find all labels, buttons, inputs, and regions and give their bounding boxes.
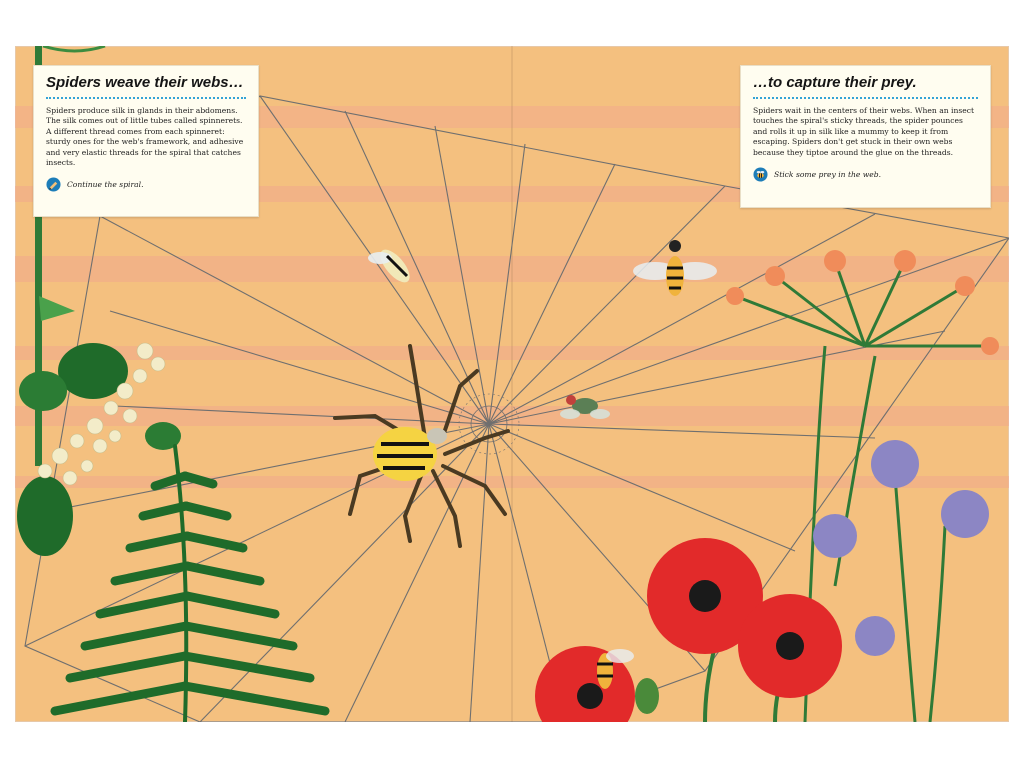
pencil-icon: [46, 177, 61, 192]
card-title: …to capture their prey.: [753, 74, 917, 91]
card-body: Spiders produce silk in glands in their abdomens. The silk comes out of little tubes called spinnerets. A different thread comes from each spinneret: sturdy ones for the web's framework, and adhesive and very elastic threads for the spiral that catches insects.: [46, 106, 244, 168]
card-body: Spiders wait in the centers of their webs. When an insect touches the spiral's sticky threads, the spider pounces and rolls it up in silk like a mummy to keep it from escaping. Spiders don't get stuck in their own webs because they tiptoe around the glue on the threads.: [753, 106, 975, 157]
info-card-left: [33, 65, 259, 217]
poppies: [535, 538, 842, 722]
dotted-divider: [753, 97, 978, 99]
bee: [633, 240, 717, 296]
info-card-right: [740, 65, 991, 208]
activity-prompt: [753, 167, 978, 182]
bee-sticker-icon: [753, 167, 768, 182]
wasp-spider: [335, 346, 508, 546]
activity-text: Stick some prey in the web.: [774, 170, 882, 180]
dotted-divider: [46, 97, 246, 99]
card-title: Spiders weave their webs…: [46, 74, 244, 91]
activity-prompt: [46, 177, 246, 192]
activity-text: Continue the spiral.: [67, 180, 144, 190]
book-spread: [15, 46, 1009, 722]
